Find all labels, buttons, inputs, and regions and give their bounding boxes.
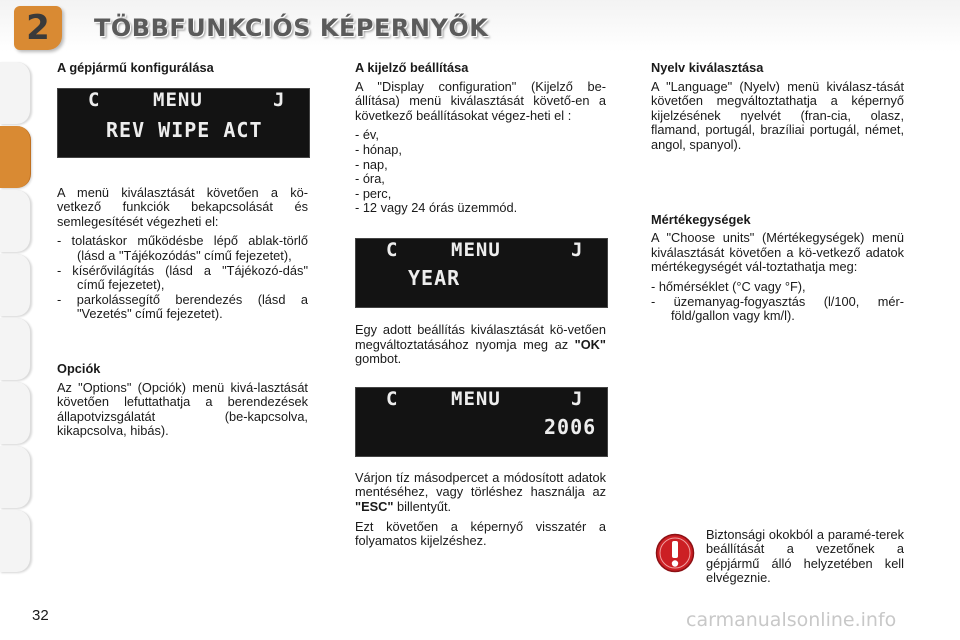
list-item: - üzemanyag-fogyasztás (l/100, mér-föld/gallon vagy km/l). [651, 293, 904, 324]
column-display-settings [355, 61, 606, 554]
section-heading-units: Mértékegységek [651, 211, 751, 227]
lcd-line1-left: C [88, 88, 101, 111]
side-tab [0, 446, 31, 508]
section-heading-language: Nyelv kiválasztása [651, 60, 764, 75]
side-tab [0, 382, 31, 444]
side-tab [0, 318, 31, 380]
chapter-number: 2 [26, 8, 50, 48]
options-text: Az "Options" (Opciók) menü kivá-lasztását követően lefuttathatja a berendezések állapotvizsgálatát (be-kapcsolva, kikapcsolva, hibás). [57, 379, 308, 439]
page-number: 32 [32, 607, 49, 624]
lcd-line2: REV WIPE ACT [106, 117, 263, 142]
side-tab [0, 510, 31, 572]
list-item: - parkolássegítő berendezés (lásd a "Vezetés" című fejezetet). [57, 291, 308, 322]
lcd-2006-display [355, 387, 608, 457]
side-tab [0, 254, 31, 316]
lcd-line1-center: MENU [153, 88, 203, 111]
ok-button-label: "OK" [574, 336, 606, 352]
display-settings-intro: A "Display configuration" (Kijelző be-állítása) menü kiválasztását követő-en a következő beállításokat végez-heti el : [355, 78, 606, 123]
side-tab [0, 62, 31, 124]
language-text: A "Language" (Nyelv) menü kiválasz-tását követően megváltoztathatja a képernyő kijelzésének nyelvét (fran-cia, olasz, flamand, portugál, brazíliai portugál, német, angol, spanyol). [651, 78, 904, 152]
section-heading-vehicle-config: A gépjármű konfigurálása [57, 60, 214, 75]
esc-button-label: "ESC" [355, 498, 394, 514]
lcd-menu-display [57, 88, 310, 158]
page-title: TÖBBFUNKCIÓS KÉPERNYŐK [94, 14, 489, 42]
chapter-badge [14, 6, 62, 50]
side-tab-active [0, 126, 31, 188]
watermark: carmanualsonline.info [686, 609, 897, 631]
vehicle-config-intro: A menü kiválasztását követően a kö-vetkező funkciók bekapcsolását és semlegesítését végezheti el: [57, 184, 308, 229]
lcd-line1-right: J [571, 387, 584, 410]
vehicle-config-list [57, 234, 308, 322]
list-item: - óra, [355, 171, 385, 187]
lcd-line1-center: MENU [451, 387, 501, 410]
list-item: - év, [355, 127, 379, 143]
list-item: - hónap, [355, 141, 402, 157]
side-tab [0, 190, 31, 252]
lcd-line2: YEAR [408, 265, 461, 290]
units-list [651, 280, 904, 324]
lcd-line1-right: J [273, 88, 286, 111]
column-language-units [651, 61, 904, 324]
wait-text-after: billentyűt. [393, 498, 452, 514]
list-item: - tolatáskor működésbe lépő ablak-törlő (lásd a "Tájékozódás" című fejezetet), [57, 233, 308, 263]
section-heading-options: Opciók [57, 360, 101, 376]
lcd-line1-center: MENU [451, 238, 501, 261]
return-text: Ezt követően a képernyő visszatér a folyamatos kijelzéshez. [355, 518, 606, 549]
wait-text [355, 471, 606, 515]
column-vehicle-config [57, 61, 308, 444]
wait-text-before: Várjon tíz másodpercet a módosított adatok mentéséhez, vagy törléshez használja az [355, 469, 606, 500]
select-setting-text [355, 323, 606, 367]
units-text: A "Choose units" (Mértékegységek) menü kiválasztását követően a kö-vetkező adatok mértékegységét vál-toztathatja meg: [651, 230, 904, 275]
list-item: - hőmérséklet (°C vagy °F), [651, 278, 806, 294]
list-item: - kísérővilágítás (lásd a "Tájékozó-dás" című fejezetet), [57, 262, 308, 293]
lcd-line1-right: J [571, 238, 584, 261]
lcd-line2: 2006 [544, 414, 597, 439]
lcd-year-display [355, 238, 608, 308]
select-text-before: Egy adott beállítás kiválasztását kö-vetően megváltoztatásához nyomja meg az [355, 321, 606, 352]
list-item: - 12 vagy 24 órás üzemmód. [355, 200, 518, 216]
select-text-after: gombot. [355, 351, 402, 367]
display-settings-list [355, 128, 606, 216]
section-heading-display-settings: A kijelző beállítása [355, 60, 469, 75]
exclamation-warning-icon [655, 533, 695, 573]
list-item: - nap, [355, 156, 388, 172]
lcd-line1-left: C [386, 387, 399, 410]
side-tabs [0, 62, 34, 574]
safety-warning-text: Biztonsági okokból a paramé-terek beállítását a vezetőnek a gépjármű álló helyzetében kell elvégeznie. [706, 527, 904, 586]
lcd-line1-left: C [386, 238, 399, 261]
list-item: - perc, [355, 185, 392, 201]
